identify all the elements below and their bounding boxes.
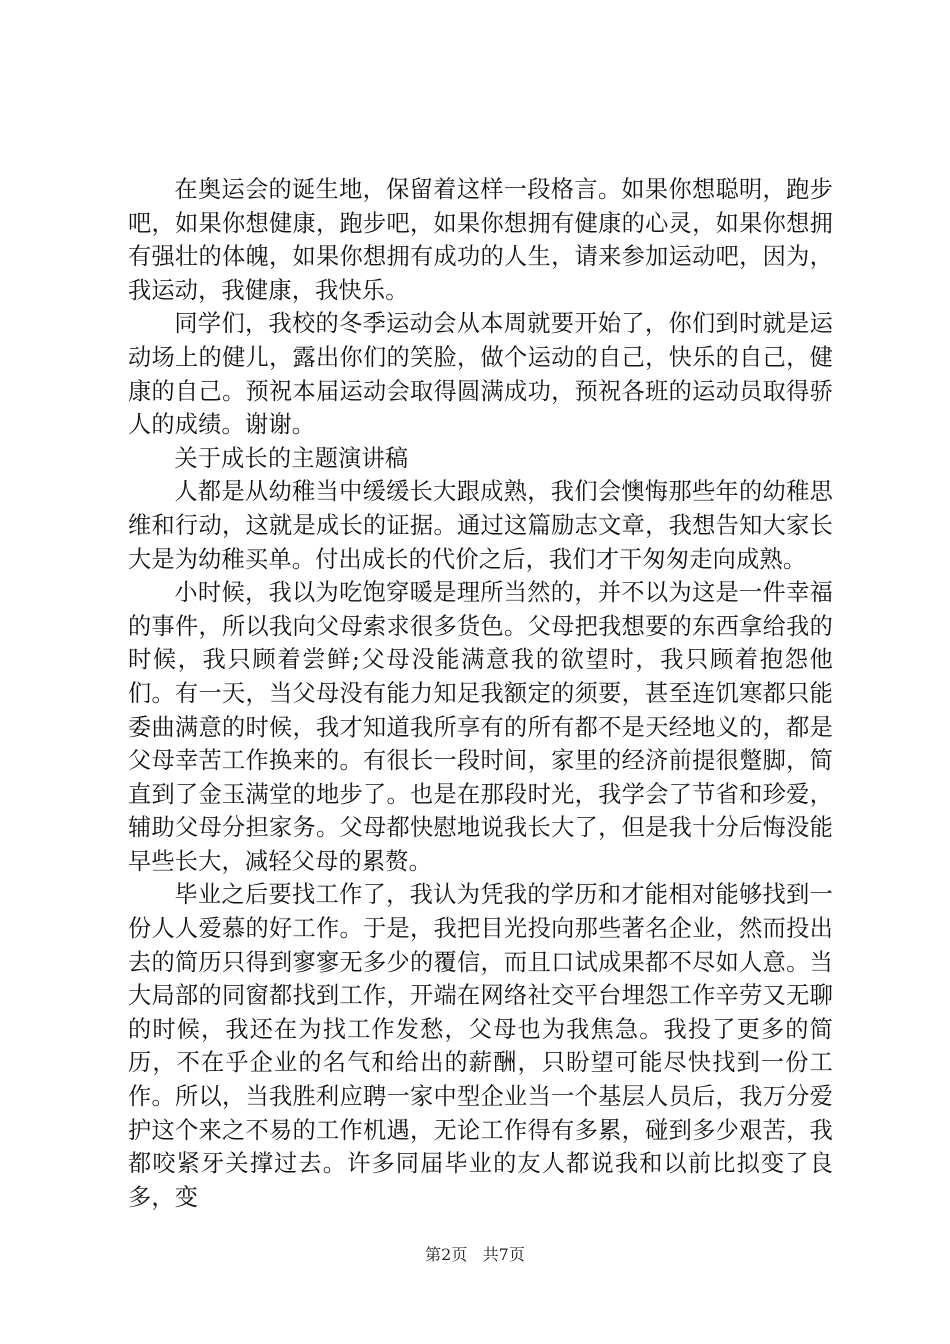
section-title: 关于成长的主题演讲稿 — [174, 444, 409, 472]
paragraph-childhood: 小时候，我以为吃饱穿暖是理所当然的，并不以为这是一件幸福的事件，所以我向父母索求很多货色。父母把我想要的东西拿给我的时候，我只顾着尝鲜;父母没能满意我的欲望时，我只顾着抱怨他们。有一天，当父母没有能力知足我额定的须要，甚至连饥寒都只能委曲满意的时候，我才知道我所享有的所有都不是天经地义的，都是父母幸苦工作换来的。有很长一段时间，家里的经济前提很蹩脚，简直到了金玉满堂的地步了。也是在那段时光，我学会了节省和珍爱，辅助父母分担家务。父母都快慰地说我长大了，但是我十分后悔没能早些长大，减轻父母的累赘。 — [128, 579, 833, 875]
page-total: 共7页 — [482, 1245, 525, 1264]
page-footer — [0, 1245, 950, 1265]
page-number: 第2页 — [425, 1245, 468, 1264]
document-body — [128, 173, 833, 1214]
paragraph-olympic-motto: 在奥运会的诞生地，保留着这样一段格言。如果你想聪明，跑步吧，如果你想健康，跑步吧，如果你想拥有健康的心灵，如果你想拥有强壮的体魄，如果你想拥有成功的人生，请来参加运动吧，因为，我运动，我健康，我快乐。 — [128, 176, 833, 304]
paragraph-growing-up-intro: 人都是从幼稚当中缓缓长大跟成熟，我们会懊悔那些年的幼稚思维和行动，这就是成长的证据。通过这篇励志文章，我想告知大家长大是为幼稚买单。付出成长的代价之后，我们才干匆匆走向成熟。 — [128, 478, 833, 573]
paragraph-job-search: 毕业之后要找工作了，我认为凭我的学历和才能相对能够找到一份人人爱慕的好工作。于是，我把目光投向那些著名企业，然而投出去的简历只得到寥寥无多少的覆信，而且口试成果都不尽如人意。当大局部的同窗都找到工作，开端在网络社交平台埋怨工作辛劳又无聊的时候，我还在为找工作发愁，父母也为我焦急。我投了更多的简历，不在乎企业的名气和给出的薪酬，只盼望可能尽快找到一份工作。所以，当我胜利应聘一家中型企业当一个基层人员后，我万分爱护这个来之不易的工作机遇，无论工作得有多累，碰到多少艰苦，我都咬紧牙关撑过去。许多同届毕业的友人都说我和以前比拟变了良多，变 — [128, 881, 833, 1211]
paragraph-sports-meet: 同学们，我校的冬季运动会从本周就要开始了，你们到时就是运动场上的健儿，露出你们的笑脸，做个运动的自己，快乐的自己，健康的自己。预祝本届运动会取得圆满成功，预祝各班的运动员取得骄人的成绩。谢谢。 — [128, 310, 833, 439]
